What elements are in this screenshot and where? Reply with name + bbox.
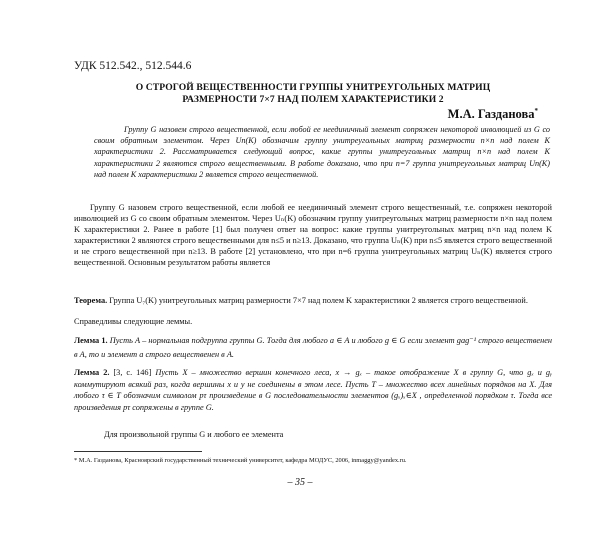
lemma-1-text: Пусть A – нормальная подгруппа группы G. Тогда для любого a ∈ A и любого g ∈ G если элемент gag⁻¹ строго вещественен в A, то и элемент a строго вещественен в A. [74, 336, 552, 359]
author-text: М.А. Газданова [447, 107, 535, 122]
lemma-2 [74, 367, 552, 413]
theorem [74, 295, 552, 306]
paper-title [74, 82, 552, 106]
lemma-2-label: Лемма 2. [74, 368, 110, 377]
lemmas-intro: Справедливы следующие леммы. [74, 317, 193, 326]
lemma-2-reference: [3, с. 146] [109, 368, 156, 377]
lemma-1-label: Лемма 1. [74, 336, 108, 345]
lemma-1 [74, 334, 552, 362]
intro-paragraph: Группу G назовем строго вещественной, если любой ее неединичный элемент строго вещественный, т.е. сопряжен некоторой инволюцией из G со своим обратным элементом. Через Uₙ(K) обозначим группу унитреугольных матриц размерности n×n над полем K характеристики 2. Ранее в работе [1] был получен ответ на вопрос: какие группы унитреугольных матриц n×n над полем K характеристики 2 являются строго вещественными для n≤5 и n≥13. Доказано, что группа Uₙ(K) при n≤5 является строго вещественной и не строго вещественной при n≥13. В работе [2] установлено, что при n=6 группа унитреугольных матриц Uₙ(K) является строго вещественной. Основным результатом работы является [74, 203, 553, 267]
theorem-label: Теорема. [74, 296, 108, 305]
page-number: – 35 – [287, 477, 313, 488]
closing-line: Для произвольной группы G и любого ее элемента [104, 430, 284, 439]
author-name [448, 107, 538, 122]
lemma-2-text: Пусть X – множество вершин конечного леса, x → gₓ – такое отображение X в группу G, что gₓ и gᵧ коммутируют всякий раз, когда вершины x и y не соединены в этом лесе. Пусть T – множество всех линейных порядков на X. Для любого τ ∈ T обозначим символом pτ произведение в G последовательности элементов (gₓ)ₓ∈X , определенной порядком τ. Тогда все произведения pτ сопряжены в группе G. [74, 368, 552, 412]
footnote-divider [74, 451, 202, 452]
author-footnote-mark: * [534, 107, 538, 115]
footnote: * М.А. Газданова, Красноярский государственный технический университет, кафедра МОДУС, 2006, inmaggy@yandex.ru. [74, 457, 407, 464]
theorem-text: Группа U₇(K) унитреугольных матриц размерности 7×7 над полем K характеристики 2 является строго вещественной. [107, 296, 528, 305]
title-line-1: О СТРОГОЙ ВЕЩЕСТВЕННОСТИ ГРУППЫ УНИТРЕУГОЛЬНЫХ МАТРИЦ [135, 82, 491, 93]
abstract: Группу G назовем строго вещественной, если любой ее неединичный элемент сопряжен некоторой инволюцией из G со своим обратным элементом. Через Un(K) обозначим группу унитреугольных матриц размерности n×n над полем K характеристики 2. Рассматривается следующий вопрос, какие группы унитреугольных матриц n×n над полем K характеристики 2 являются строго вещественными. В работе доказано, что при n=7 группа унитреугольных матриц Un(K) над полем K характеристики 2 является строго вещественной. [94, 125, 550, 179]
udc-code: УДК 512.542., 512.544.6 [74, 60, 192, 72]
title-line-2: РАЗМЕРНОСТИ 7×7 НАД ПОЛЕМ ХАРАКТЕРИСТИКИ 2 [182, 94, 444, 105]
